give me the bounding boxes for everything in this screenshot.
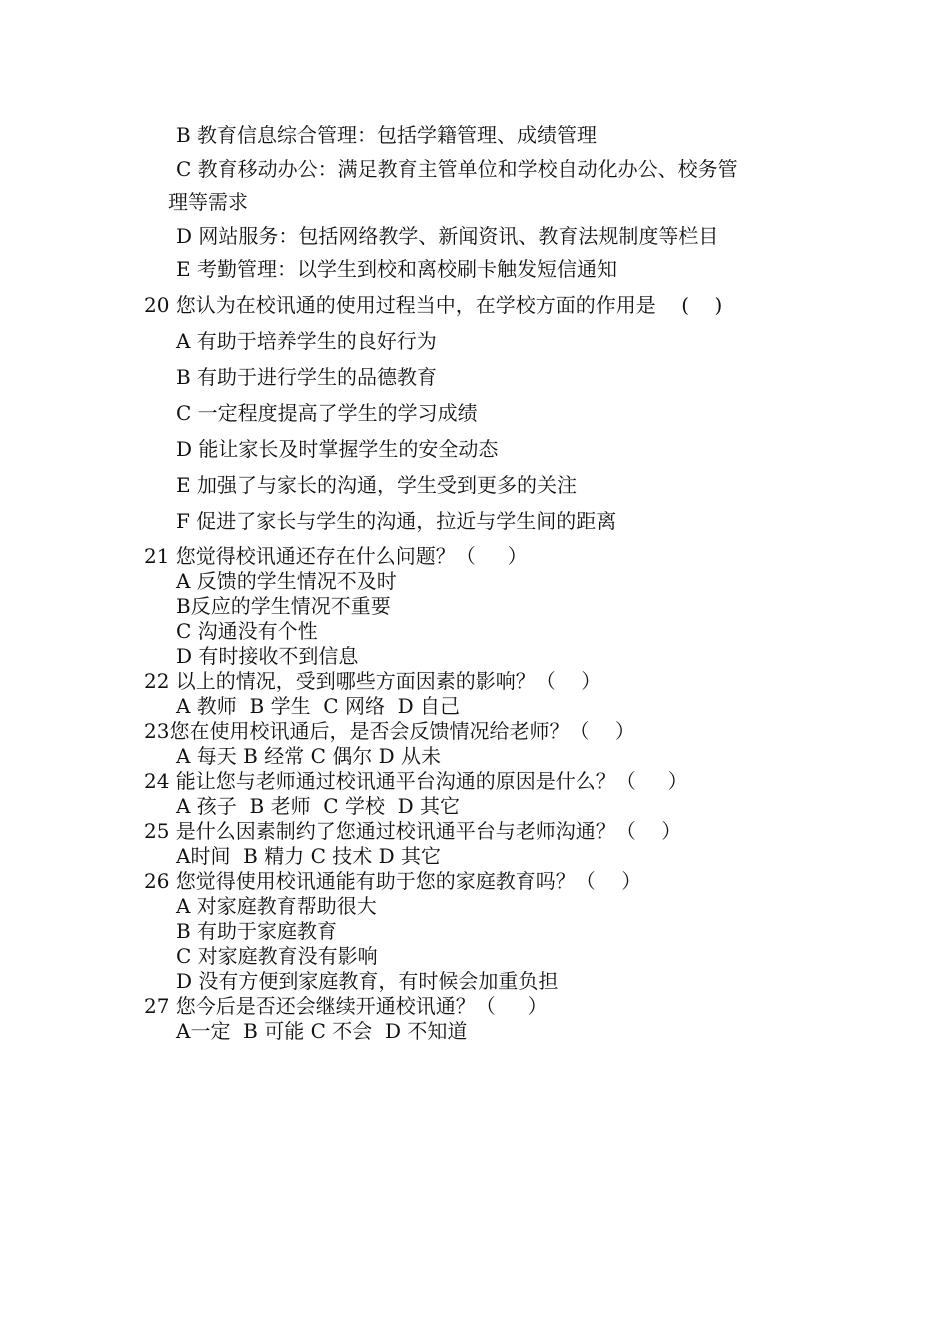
options-27: A一定 B 可能 C 不会 D 不知道 [176, 1019, 468, 1043]
question-20: 20 您认为在校讯通的使用过程当中，在学校方面的作用是 ( ) [144, 293, 723, 317]
option-20-a: A 有助于培养学生的良好行为 [176, 329, 437, 353]
question-21: 21 您觉得校讯通还存在什么问题？（ ） [144, 544, 528, 568]
option-20-e: E 加强了与家长的沟通，学生受到更多的关注 [176, 473, 577, 497]
option-21-c: C 沟通没有个性 [176, 619, 318, 643]
option-20-b: B 有助于进行学生的品德教育 [176, 365, 438, 389]
option-26-a: A 对家庭教育帮助很大 [176, 894, 377, 918]
option-20-d: D 能让家长及时掌握学生的安全动态 [176, 437, 499, 461]
question-25: 25 是什么因素制约了您通过校讯通平台与老师沟通？（ ） [144, 819, 682, 843]
option-20-c: C 一定程度提高了学生的学习成绩 [176, 401, 478, 425]
option-26-c: C 对家庭教育没有影响 [176, 944, 378, 968]
option-19-b: B 教育信息综合管理：包括学籍管理、成绩管理 [176, 123, 598, 147]
option-20-f: F 促进了家长与学生的沟通，拉近与学生间的距离 [176, 509, 617, 533]
option-26-d: D 没有方便到家庭教育，有时候会加重负担 [176, 969, 559, 993]
question-26: 26 您觉得使用校讯通能有助于您的家庭教育吗？（ ） [144, 869, 642, 893]
option-26-b: B 有助于家庭教育 [176, 919, 338, 943]
question-23: 23您在使用校讯通后，是否会反馈情况给老师？（ ） [144, 719, 635, 743]
options-22: A 教师 B 学生 C 网络 D 自己 [176, 694, 461, 718]
options-25: A时间 B 精力 C 技术 D 其它 [176, 844, 441, 868]
question-27: 27 您今后是否还会继续开通校讯通？（ ） [144, 994, 548, 1018]
option-21-d: D 有时接收不到信息 [176, 644, 359, 668]
options-23: A 每天 B 经常 C 偶尔 D 从未 [176, 744, 441, 768]
option-19-e: E 考勤管理：以学生到校和离校刷卡触发短信通知 [176, 257, 617, 281]
option-21-b: B反应的学生情况不重要 [176, 594, 391, 618]
question-22: 22 以上的情况，受到哪些方面因素的影响？（ ） [144, 669, 602, 693]
option-19-c: C 教育移动办公：满足教育主管单位和学校自动化办公、校务管 [176, 157, 738, 181]
option-19-d: D 网站服务：包括网络教学、新闻资讯、教育法规制度等栏目 [176, 224, 719, 248]
option-21-a: A 反馈的学生情况不及时 [176, 569, 397, 593]
options-24: A 孩子 B 老师 C 学校 D 其它 [176, 794, 461, 818]
question-24: 24 能让您与老师通过校讯通平台沟通的原因是什么？（ ） [144, 769, 688, 793]
option-19-c-continued: 理等需求 [168, 190, 248, 214]
